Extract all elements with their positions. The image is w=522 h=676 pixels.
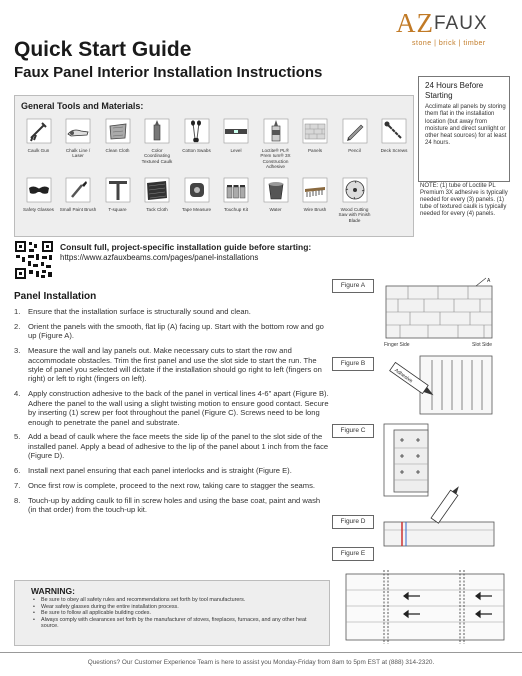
tools-grid [20,116,416,232]
warning-item: • Always comply with clearances set forth by the manufacturer of stoves, fireplaces, furnaces, and any other heat source. [33,617,325,630]
t-square-icon [103,175,133,205]
tool-pencil: Pencil [336,116,373,173]
logo-wordmark [396,8,488,39]
figure-b-label: Figure B [332,357,374,371]
cloth-icon [103,116,133,146]
warning-item: • Be sure to follow all applicable building codes. [33,610,325,617]
logo-tagline: stone | brick | timber [412,40,486,47]
tool-adhesive: Loctite® PL® Prem Ium® 3X Construction Adhesive [257,116,294,173]
water-bucket-icon [261,175,291,205]
footer-contact: Questions? Our Customer Experience Team is here to assist you Monday-Friday from 8am to 5pm EST at (888) 314-2320. [87,659,435,666]
step-1: 1. Ensure that the installation surface is structurally sound and clean. [14,307,251,316]
page-subtitle: Faux Panel Interior Installation Instructions [14,64,323,81]
slot-side-label: Slot Side [472,342,493,348]
figure-d-label: Figure D [332,515,374,529]
figure-a-panel [380,276,498,350]
tool-chalk-line: Chalk Line / Laser [60,116,97,173]
tool-wire-brush: Wire Brush [297,175,334,232]
safety-glasses-icon [24,175,54,205]
installation-heading: Panel Installation [14,291,97,302]
consult-guide-link[interactable]: https://www.azfauxbeams.com/pages/panel-installations [60,253,259,262]
step-7: 7. Once first row is complete, proceed to the next row, taking care to stagger the seams. [14,481,316,491]
finger-side-label: Finger Side [384,342,410,348]
level-icon [221,116,251,146]
touchup-kit-icon [221,175,251,205]
step-4: 4. Apply construction adhesive to the back of the panel in vertical lines 4-6" apart (Figure B). Adhere the panel to the wall using a slight twisting motion to ensure good contact. Secure by inserting (1) screw per foot throughout the panel (Figure C). Screws need to be long enough to penetrate the panel and substrate. [14,389,329,427]
figure-b-adhesive [380,352,498,418]
figure-a-label: Figure A [332,279,374,293]
installation-steps [14,307,330,520]
logo-az: AZ [396,8,434,38]
tool-caulk-gun: Caulk Gun [20,116,57,173]
acclimate-note-title: 24 Hours Before Starting [425,81,484,100]
step-5: 5. Add a bead of caulk where the face meets the side lip of the panel to the slot side of the installed panel. Apply a bead of adhesive to the lip of the panel about 1 inch from the face (Figure D). [14,432,329,461]
warning-list [33,597,325,630]
figure-c-label: Figure C [332,424,374,438]
saw-icon [340,175,370,205]
tape-measure-icon [182,175,212,205]
tools-heading: General Tools and Materials: [21,101,144,111]
step-8: 8. Touch-up by adding caulk to fill in screw holes and using the base coat, paint and wash (in that order) from the touch-up kit. [14,496,321,515]
acclimate-note-body: Acclimate all panels by storing them flat in the installation location (but away from moisture and direct sunlight or other heat sources) for at least 24 hours. [425,104,507,147]
figure-e-interlock [340,566,510,646]
acclimate-note [418,76,510,182]
tool-t-square: T-square [99,175,136,232]
caulk-tube-icon [142,116,172,146]
tool-safety-glasses: Safety Glasses [20,175,57,232]
qr-code-icon[interactable] [14,240,54,280]
tool-touchup-kit: Touchup Kit [218,175,255,232]
tool-deck-screws: Deck Screws [376,116,413,173]
tool-cotton-swabs: Cotton Swabs [178,116,215,173]
panel-icon [300,116,330,146]
tool-saw: Wood Cutting Saw with Finish Blade [336,175,373,232]
brand-logo [388,8,518,52]
tool-tape-measure: Tape Measure [178,175,215,232]
step-2: 2. Orient the panels with the smooth, flat lip (A) facing up. Start with the bottom row and go up (Figure A). [14,321,324,341]
adhesive-note: NOTE: (1) tube of Loctite PL Premium 3X adhesive is typically needed for every (3) panels. (1) tube of textured caulk is typically needed for every (4) panels. [420,183,508,217]
pencil-icon [340,116,370,146]
warning-title: WARNING: [31,586,75,596]
cotton-swabs-icon [182,116,212,146]
warning-box [14,580,330,646]
figure-e-label: Figure E [332,547,374,561]
figure-d-caulk [380,486,498,550]
tool-clean-cloth: Clean Cloth [99,116,136,173]
caulk-gun-icon [24,116,54,146]
step-6: 6. Install next panel ensuring that each panel interlocks and is straight (Figure E). [14,466,292,476]
tool-water: Water [257,175,294,232]
adhesive-tube-icon [261,116,291,146]
page-title: Quick Start Guide [14,38,192,61]
tool-textured-caulk: Color Coordinating Textured Caulk [139,116,176,173]
step-3: 3. Measure the wall and lay panels out. Make necessary cuts to start the row and accommodate obstacles. Trim the first panel and use the slot side to start the run. The style of panel you selected will dictate if the installation should go right to left (fingers on right) or left to right (fingers on left). [14,346,322,384]
adhesive-tube-label: Adhesive [393,367,414,385]
warning-item: • Be sure to obey all safety rules and recommendations set forth by tool manufacturers. [33,597,325,604]
tool-paint-brush: Small Paint Brush [60,175,97,232]
footer-divider [0,652,522,653]
tool-panels: Panels [297,116,334,173]
warning-item: • Wear safety glasses during the entire installation process. [33,604,325,611]
tool-tack-cloth: Tack Cloth [139,175,176,232]
screws-icon [379,116,409,146]
consult-guide-text: Consult full, project-specific installation guide before starting: [60,242,312,252]
chalk-line-icon [63,116,93,146]
tool-level: Level [218,116,255,173]
tools-materials-box [14,95,414,237]
logo-faux: FAUX [434,13,488,34]
paint-brush-icon [63,175,93,205]
figure-a-marker: A [487,278,491,284]
tack-cloth-icon [142,175,172,205]
wire-brush-icon [300,175,330,205]
